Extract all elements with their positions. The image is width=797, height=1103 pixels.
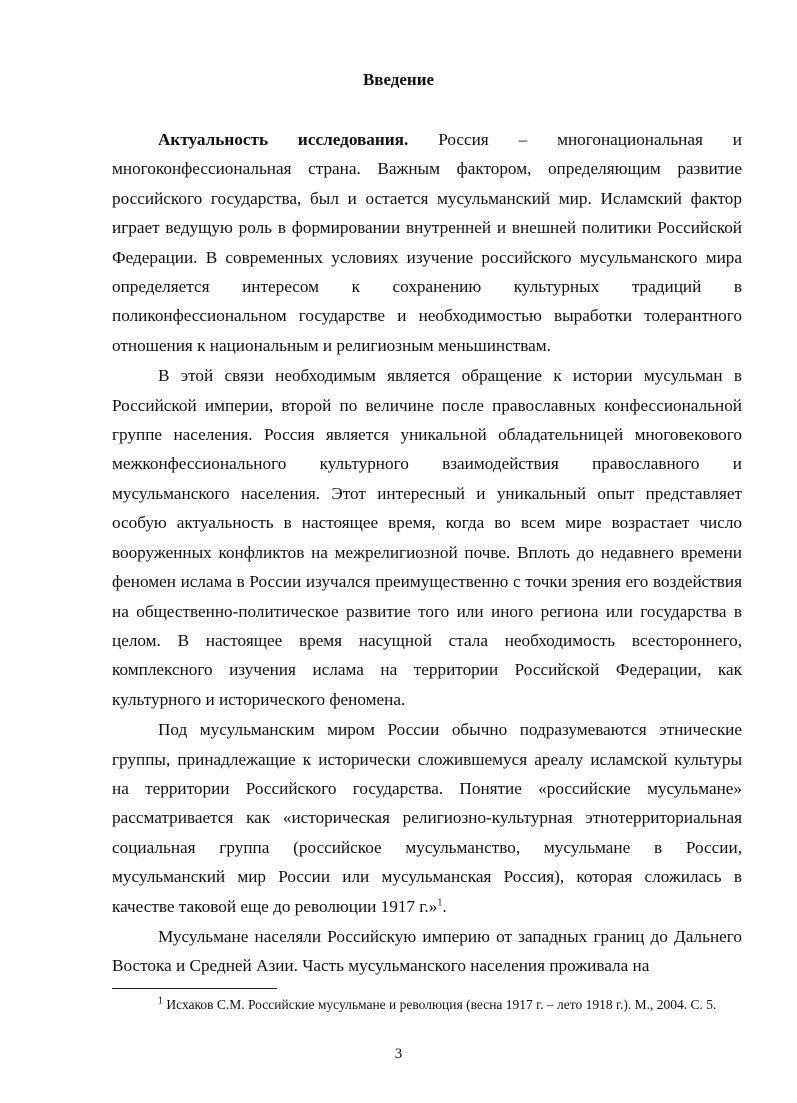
footnote-marker: 1 xyxy=(158,995,163,1007)
paragraph-text: Под мусульманским миром России обычно подразумеваются этнические группы, принадлежащие к исторически сложившемуся ареалу исламской культуры на территории Российского государства. Понятие «российские мусульмане» рассматривается как «историческая религиозно-культурная этнотерриториальная социальная группа (российское мусульманство, мусульмане в России, мусульманский мир России или мусульманская Россия), которая сложилась в качестве таковой еще до революции 1917 г.» xyxy=(112,720,742,916)
body-text xyxy=(112,125,742,981)
footnote-text: Исхаков С.М. Российские мусульмане и революция (весна 1917 г. – лето 1918 г.). М., 2004. С. 5. xyxy=(166,997,717,1012)
paragraph-lead-term: Актуальность исследования. xyxy=(158,130,409,149)
paragraph-definition: Под мусульманским миром России обычно подразумеваются этнические группы, принадлежащие к исторически сложившемуся ареалу исламской культуры на территории Российского государства. Понятие «российские мусульмане» рассматривается как «историческая религиозно-культурная этнотерриториальная социальная группа (российское мусульманство, мусульмане в России, мусульманский мир России или мусульманская Россия), которая сложилась в качестве таковой еще до революции 1917 г.»$^1$. xyxy=(112,720,742,916)
footnote-reference: 1 xyxy=(437,896,443,908)
paragraph-geography xyxy=(112,922,742,981)
page-number: 3 xyxy=(394,1046,403,1062)
paragraph-text: Россия – многонациональная и многоконфессиональная страна. Важным фактором, определяющим развитие российского государства, был и остается мусульманский мир. Исламский фактор играет ведущую роль в формировании внутренней и внешней политики Российской Федерации. В современных условиях изучение российского мусульманского мира определяется интересом к сохранению культурных традиций в поликонфессиональном государстве и необходимостью выработки толерантного отношения к национальным и религиозным меньшинствам. xyxy=(112,130,743,355)
footnote-body xyxy=(112,996,742,1013)
paragraph-text: Мусульмане населяли Российскую империю от западных границ до Дальнего Востока и Средней Азии. Часть мусульманского населения проживала на xyxy=(112,926,742,976)
paragraph-relevance xyxy=(112,125,742,360)
footnote-divider xyxy=(112,988,277,989)
paragraph-history xyxy=(112,361,742,714)
paragraph-text: В этой связи необходимым является обращение к истории мусульман в Российской империи, второй по величине после православных конфессиональной группе населения. Россия является уникальной обладательницей многовекового межконфессионального культурного взаимодействия православного и мусульманского населения. Этот интересный и уникальный опыт представляет особую актуальность в настоящее время, когда во всем мире возрастает число вооруженных конфликтов на межрелигиозной почве. Вплоть до недавнего времени феномен ислама в России изучался преимущественно с точки зрения его воздействия на общественно-политическое развитие того или иного региона или государства в целом. В настоящее время насущной стала необходимость всестороннего, комплексного изучения ислама на территории Российской Федерации, как культурного и исторического феномена. xyxy=(112,366,742,709)
footnote xyxy=(112,996,742,1013)
page-title: Введение xyxy=(362,70,435,89)
